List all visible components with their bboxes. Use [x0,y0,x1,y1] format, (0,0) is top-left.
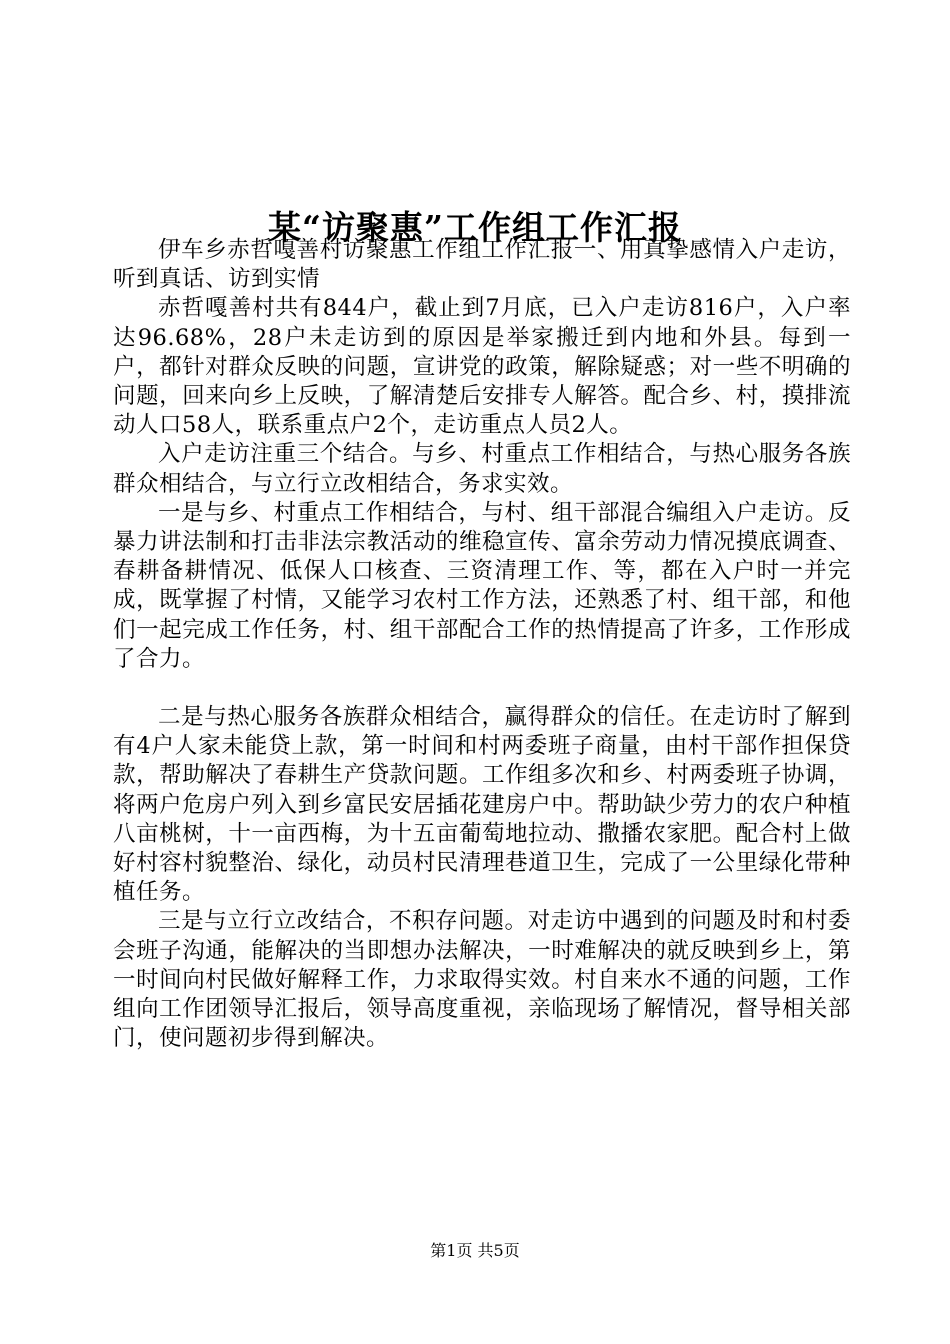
paragraph-point-one: 一是与乡、村重点工作相结合，与村、组干部混合编组入户走访。反暴力讲法制和打击非法宗教活动的维稳宣传、富余劳动力情况摸底调查、春耕备耕情况、低保人口核查、三资清理工作、等，都在入户时一并完成，既掌握了村情，又能学习农村工作方法，还熟悉了村、组干部，和他们一起完成工作任务，村、组干部配合工作的热情提高了许多，工作形成了合力。 [113,499,851,672]
paragraph-intro: 伊车乡赤哲嘎善村访聚惠工作组工作汇报一、用真挚感情入户走访，听到真话、访到实情 [113,237,851,293]
paragraph-household-visits: 赤哲嘎善村共有844户，截止到7月底，已入户走访816户，入户率达96.68%，28户未走访到的原因是举家搬迁到内地和外县。每到一户，都针对群众反映的问题，宣讲党的政策，解除疑惑；对一些不明确的问题，回来向乡上反映，了解清楚后安排专人解答。配合乡、村，摸排流动人口58人，联系重点户2个，走访重点人员2人。 [113,295,851,439]
document-body [113,236,851,1053]
paragraph-point-two: 二是与热心服务各族群众相结合，赢得群众的信任。在走访时了解到有4户人家未能贷上款，第一时间和村两委班子商量，由村干部作担保贷款，帮助解决了春耕生产贷款问题。工作组多次和乡、村两委班子协调，将两户危房户列入到乡富民安居插花建房户中。帮助缺少劳力的农户种植八亩桃树，十一亩西梅，为十五亩葡萄地拉动、撒播农家肥。配合村上做好村容村貌整治、绿化，动员村民清理巷道卫生，完成了一公里绿化带种植任务。 [113,704,851,906]
document-title: 某“访聚惠”工作组工作汇报 [268,208,682,248]
paragraph-point-three: 三是与立行立改结合，不积存问题。对走访中遇到的问题及时和村委会班子沟通，能解决的当即想办法解决，一时难解决的就反映到乡上，第一时间向村民做好解释工作，力求取得实效。村自来水不通的问题，工作组向工作团领导汇报后，领导高度重视，亲临现场了解情况，督导相关部门，使问题初步得到解决。 [113,908,851,1052]
page-footer: 第1页 共5页 [430,1241,520,1260]
paragraph-three-combinations: 入户走访注重三个结合。与乡、村重点工作相结合，与热心服务各族群众相结合，与立行立改相结合，务求实效。 [113,441,851,497]
